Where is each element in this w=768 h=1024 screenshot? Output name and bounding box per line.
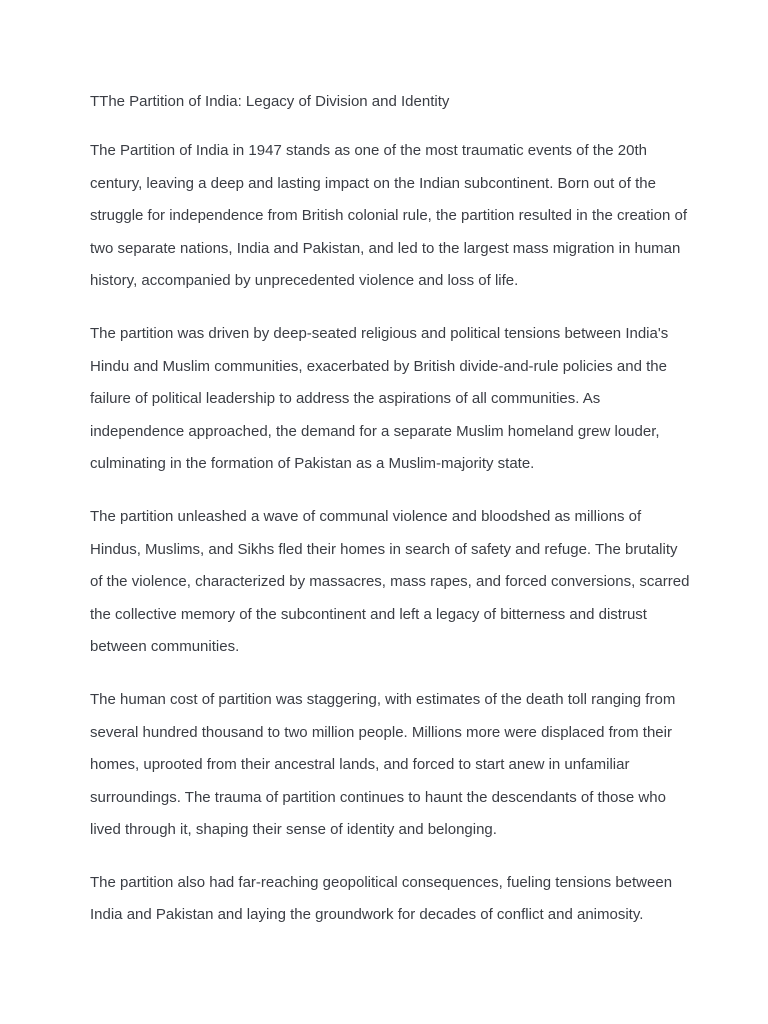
document-body (90, 88, 690, 952)
paragraph-5: The partition also had far-reaching geopolitical consequences, fueling tensions between India and Pakistan and laying the groundwork for decades of conflict and animosity. (90, 873, 673, 924)
paragraph-4: The human cost of partition was staggering, with estimates of the death toll ranging from several hundred thousand to two million people. Millions more were displaced from their homes, uprooted from their ancestral lands, and forced to start anew in unfamiliar surroundings. The trauma of partition continues to haunt the descendants of those who lived through it, shaping their sense of identity and belonging. (90, 690, 676, 839)
document-title: TThe Partition of India: Legacy of Division and Identity (90, 93, 450, 110)
paragraph-1: The Partition of India in 1947 stands as one of the most traumatic events of the 20th century, leaving a deep and lasting impact on the Indian subcontinent. Born out of the struggle for independence from British colonial rule, the partition resulted in the creation of two separate nations, India and Pakistan, and led to the largest mass migration in human history, accompanied by unprecedented violence and loss of life. (90, 142, 688, 290)
paragraph-2: The partition was driven by deep-seated religious and political tensions between India's Hindu and Muslim communities, exacerbated by British divide-and-rule policies and the failure of political leadership to address the aspirations of all communities. As independence approached, the demand for a separate Muslim homeland grew louder, culminating in the formation of Pakistan as a Muslim-majority state. (90, 324, 669, 473)
paragraph-3: The partition unleashed a wave of communal violence and bloodshed as millions of Hindus, Muslims, and Sikhs fled their homes in search of safety and refuge. The brutality of the violence, characterized by massacres, mass rapes, and forced conversions, scarred the collective memory of the subcontinent and left a legacy of bitterness and distrust between communities. (90, 507, 690, 656)
